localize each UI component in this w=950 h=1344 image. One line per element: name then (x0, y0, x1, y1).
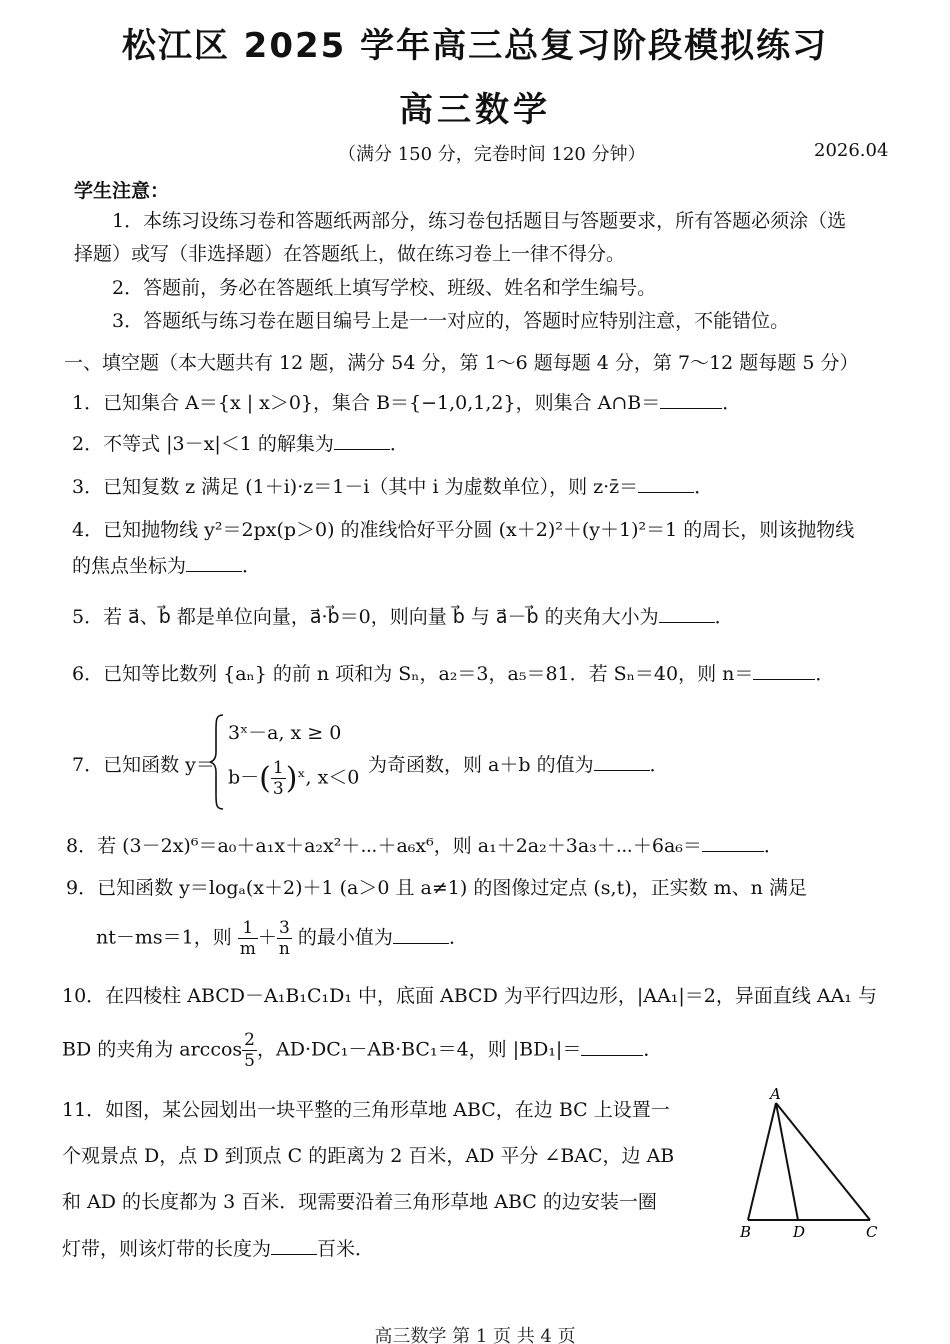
fraction-numerator: 3 (277, 918, 292, 939)
question-4-text: 的焦点坐标为 (72, 555, 187, 577)
side-ac (776, 1103, 870, 1220)
question-9-lead: nt－ms＝1，则 (96, 926, 232, 949)
question-11-line-2: 个观景点 D，点 D 到顶点 C 的距离为 2 百米，AD 平分 ∠BAC，边 AB (62, 1145, 675, 1167)
question-8: 8．若 (3－2x)⁶＝a₀＋a₁x＋a₂x²＋⋯＋a₆x⁶，则 a₁＋2a₂＋3a₃＋⋯＋6a₆＝ ． (66, 835, 783, 857)
question-2: 2．不等式 |3－x|＜1 的解集为 ． (72, 433, 409, 455)
question-7-suffix: 为奇函数，则 a＋b 的值为 ． (368, 754, 669, 776)
question-7-prefix: 7．已知函数 y＝ (72, 754, 215, 776)
fraction-3-over-n (277, 918, 292, 959)
side-ab (748, 1103, 776, 1220)
question-4-line-2: 的焦点坐标为 ． (72, 555, 262, 577)
question-11-line-1: 11．如图，某公园划出一块平整的三角形草地 ABC，在边 BC 上设置一 (62, 1099, 670, 1121)
notice-item-3: 3．答题纸与练习卷在题目编号上是一一对应的，答题时应特别注意，不能错位。 (112, 310, 790, 332)
question-3-text: 3．已知复数 z 满足 (1＋i)·z＝1－i（其中 i 为虚数单位），则 z·z̄＝ (72, 476, 639, 498)
answer-blank (393, 925, 449, 944)
question-4-line-1: 4．已知抛物线 y²＝2px(p＞0) 的准线恰好平分圆 (x＋2)²＋(y＋1)²＝1 的周长，则该抛物线 (72, 519, 855, 541)
question-1-text: 1．已知集合 A＝{x | x＞0}，集合 B＝{−1,0,1,2}，则集合 A∩B＝ (72, 392, 661, 414)
answer-blank (186, 553, 242, 572)
question-9-line-1: 9．已知函数 y＝logₐ(x＋2)＋1 (a＞0 且 a≠1) 的图像过定点 (s,t)，正实数 m、n 满足 (66, 877, 807, 899)
question-11-line-3: 和 AD 的长度都为 3 百米．现需要沿着三角形草地 ABC 的边安装一圈 (62, 1191, 657, 1213)
fraction-denominator: m (239, 939, 256, 959)
fraction-numerator: 2 (244, 1030, 255, 1050)
section-1-heading: 一、填空题（本大题共有 12 题，满分 54 分，第 1～6 题每题 4 分，第 7～12 题每题 5 分） (64, 352, 859, 374)
question-8-text: 8．若 (3－2x)⁶＝a₀＋a₁x＋a₂x²＋⋯＋a₆x⁶，则 a₁＋2a₂＋3a₃＋⋯＋6a₆＝ (66, 835, 702, 857)
answer-blank (638, 474, 694, 493)
answer-blank (334, 431, 390, 450)
fraction-1-over-m (238, 918, 258, 959)
notice-item-1-line-1: 1．本练习设练习卷和答题纸两部分，练习卷包括题目与答题要求，所有答题必须涂（选 (112, 210, 847, 232)
fraction-numerator: 1 (272, 758, 284, 778)
question-10-line-2: BD 的夹角为 arccos $\frac{2}{5}$ ，AD·DC₁－AB·BC₁＝4，则 |BD₁|＝ ． (62, 1030, 663, 1071)
notice-heading: 学生注意： (74, 180, 170, 202)
question-11-line-4 (62, 1235, 374, 1263)
label-b: B (740, 1223, 752, 1241)
answer-blank (702, 833, 764, 852)
question-7-case-2: b－( $\frac{1}{3}$ )ˣ, x＜0 (228, 758, 360, 799)
answer-blank (659, 604, 715, 623)
case-2-right: ˣ, x＜0 (297, 766, 360, 789)
score-time: （满分 150 分，完卷时间 120 分钟） (338, 144, 646, 165)
exam-title: 松江区 2025 学年高三总复习阶段模拟练习 (121, 26, 829, 66)
question-11-tail: 百米． (317, 1238, 375, 1260)
plus-sign: ＋ (257, 926, 277, 949)
question-6: 6．已知等比数列 {aₙ} 的前 n 项和为 Sₙ，a₂＝3，a₅＝81．若 Sₙ＝40，则 n＝ ． (72, 663, 835, 685)
left-brace-icon (208, 712, 226, 812)
fraction-numerator: 1 (238, 918, 258, 939)
question-7-text: 为奇函数，则 a＋b 的值为 (368, 754, 594, 776)
question-10-line-1: 10．在四棱柱 ABCD－A₁B₁C₁D₁ 中，底面 ABCD 为平行四边形，|AA₁|＝2，异面直线 AA₁ 与 (62, 985, 877, 1007)
exam-date: 2026.04 (814, 140, 889, 161)
question-2-text: 2．不等式 |3－x|＜1 的解集为 (72, 433, 334, 455)
notice-item-2: 2．答题前，务必在答题纸上填写学校、班级、姓名和学生编号。 (112, 277, 657, 299)
subject-title: 高三数学 (399, 90, 551, 130)
answer-blank (581, 1037, 643, 1056)
answer-blank (660, 390, 722, 409)
segment-ad (776, 1103, 798, 1220)
question-3: 3．已知复数 z 满足 (1＋i)·z＝1－i（其中 i 为虚数单位），则 z·z̄＝ ． (72, 476, 714, 498)
question-11-lead: 灯带，则该灯带的长度为 (62, 1238, 272, 1260)
fraction-denominator: 3 (272, 779, 284, 799)
question-9-line-2: nt－ms＝1，则 $\frac{1}{m}$ ＋ $\frac{3}{n}$ 的最小值为 ． (96, 918, 468, 959)
label-d: D (793, 1223, 806, 1241)
answer-blank (271, 1236, 317, 1255)
fraction-2-over-5 (242, 1030, 257, 1071)
question-7-case-1: 3ˣ－a, x ≥ 0 (228, 722, 342, 744)
answer-blank (753, 661, 815, 680)
question-10-tail: ，AD·DC₁－AB·BC₁＝4，则 |BD₁|＝ (257, 1038, 582, 1061)
answer-blank (594, 752, 650, 771)
case-2-fraction (271, 758, 286, 799)
fraction-denominator: n (278, 939, 290, 959)
question-5: 5．若 a⃗、b⃗ 都是单位向量，a⃗·b⃗＝0，则向量 b⃗ 与 a⃗－b⃗ 的夹角大小为 ． (72, 606, 734, 628)
question-10-lead: BD 的夹角为 arccos (62, 1038, 243, 1061)
case-2-left: b－ (228, 766, 260, 789)
label-c: C (866, 1223, 878, 1241)
triangle-abc-figure (730, 1085, 890, 1245)
question-5-text: 5．若 a⃗、b⃗ 都是单位向量，a⃗·b⃗＝0，则向量 b⃗ 与 a⃗－b⃗ 的夹角大小为 (72, 606, 659, 628)
page-footer: 高三数学 第 1 页 共 4 页 (374, 1326, 576, 1344)
question-1: 1．已知集合 A＝{x | x＞0}，集合 B＝{−1,0,1,2}，则集合 A∩B＝ ． (72, 392, 742, 414)
label-a: A (770, 1085, 781, 1103)
question-9-tail: 的最小值为 (297, 926, 393, 949)
fraction-denominator: 5 (244, 1051, 255, 1071)
notice-item-1-line-2: 择题）或写（非选择题）在答题纸上，做在练习卷上一律不得分。 (74, 243, 626, 265)
question-6-text: 6．已知等比数列 {aₙ} 的前 n 项和为 Sₙ，a₂＝3，a₅＝81．若 Sₙ＝40，则 n＝ (72, 663, 754, 685)
